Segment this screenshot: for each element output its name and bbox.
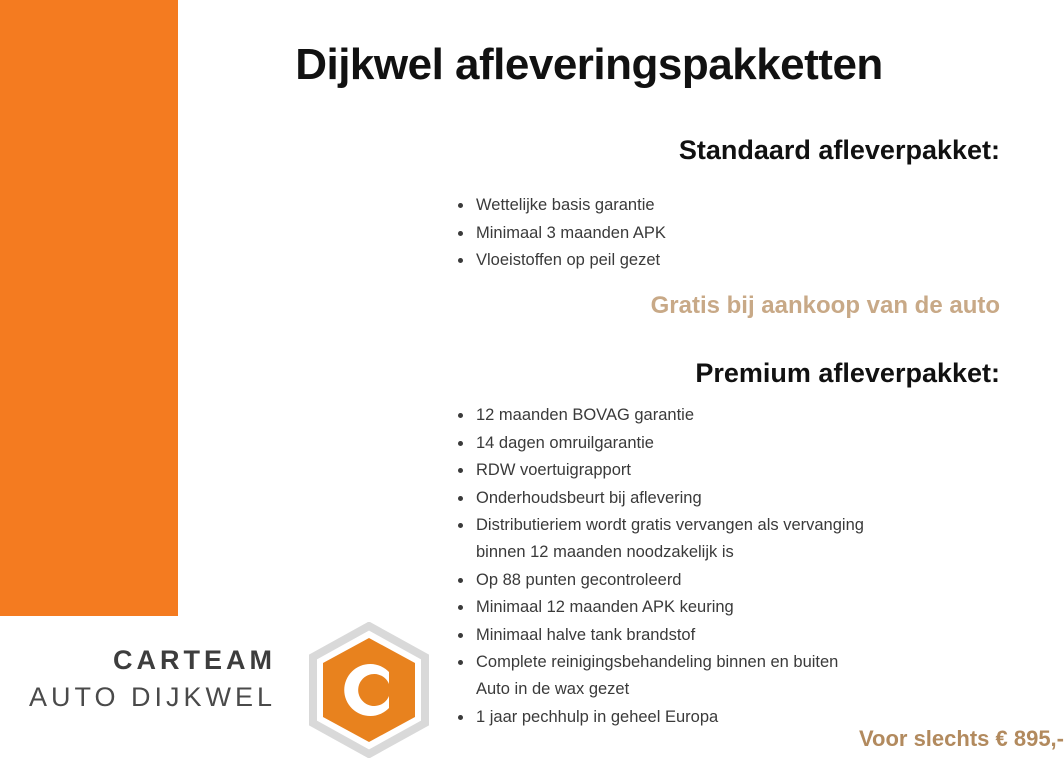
premium-package-price: Voor slechts € 895,-	[858, 726, 1064, 751]
list-item: 12 maanden BOVAG garantie	[476, 402, 864, 429]
section-heading-premium: Premium afleverpakket:	[695, 358, 1000, 388]
brand-wordmark	[8, 645, 276, 713]
brand-line-1: CARTEAM	[113, 645, 276, 675]
list-item-continuation: binnen 12 maanden noodzakelijk is	[476, 543, 734, 561]
page-title: Dijkwel afleveringspakketten	[295, 40, 883, 89]
section-heading-standard: Standaard afleverpakket:	[678, 135, 1000, 165]
list-item: Minimaal 3 maanden APK	[476, 220, 666, 247]
list-item: Distributieriem wordt gratis vervangen als vervanging binnen 12 maanden noodzakelijk is	[476, 512, 864, 566]
list-item: Op 88 punten gecontroleerd	[476, 567, 864, 594]
premium-package-list	[450, 402, 864, 731]
list-item: 14 dagen omruilgarantie	[476, 430, 864, 457]
list-item: Minimaal halve tank brandstof	[476, 622, 864, 649]
list-item: Minimaal 12 maanden APK keuring	[476, 594, 864, 621]
brand-line-2: AUTO DIJKWEL	[28, 682, 276, 712]
list-item-continuation: Auto in de wax gezet	[476, 680, 630, 698]
carteam-logo-icon	[305, 622, 433, 758]
list-item: Vloeistoffen op peil gezet	[476, 247, 666, 274]
list-item: 1 jaar pechhulp in geheel Europa	[476, 704, 864, 731]
standard-package-list	[450, 192, 666, 275]
list-item: Onderhoudsbeurt bij aflevering	[476, 485, 864, 512]
standard-package-note: Gratis bij aankoop van de auto	[650, 292, 1000, 319]
list-item: Complete reinigingsbehandeling binnen en buiten Auto in de wax gezet	[476, 649, 864, 703]
orange-side-bar	[0, 0, 178, 616]
list-item: RDW voertuigrapport	[476, 457, 864, 484]
list-item: Wettelijke basis garantie	[476, 192, 666, 219]
